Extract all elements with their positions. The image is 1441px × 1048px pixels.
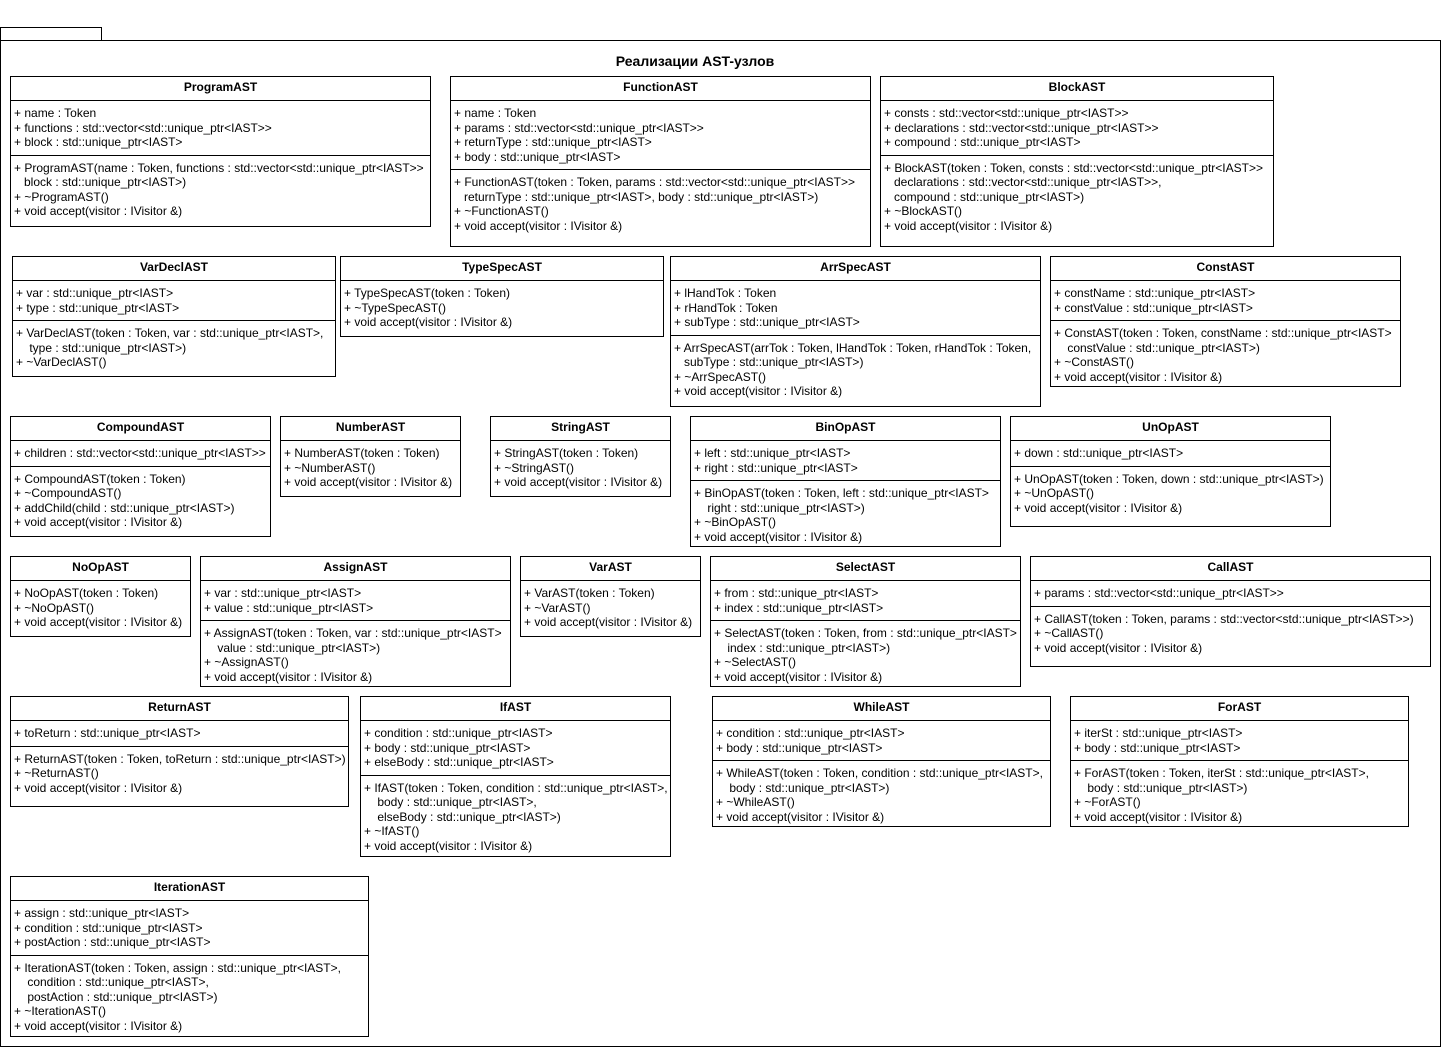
class-binopast[interactable] [690, 416, 1001, 547]
method-line: + void accept(visitor : IVisitor &) [344, 315, 513, 329]
class-methods [281, 441, 460, 495]
method-line: condition : std::unique_ptr<IAST>, [14, 975, 209, 989]
class-methods [713, 760, 1050, 827]
method-line: + void accept(visitor : IVisitor &) [1014, 500, 1183, 515]
class-programast[interactable] [10, 76, 431, 227]
attribute-line: + condition : std::unique_ptr<IAST> [14, 920, 203, 935]
method-line: + SelectAST(token : Token, from : std::unique_ptr<IAST> [714, 626, 1017, 640]
attribute-line: + compound : std::unique_ptr<IAST> [884, 135, 1081, 149]
class-name: BinOpAST [691, 417, 1000, 441]
package-tab [0, 27, 102, 40]
class-methods [451, 169, 870, 238]
method-line: + void accept(visitor : IVisitor &) [14, 780, 183, 795]
class-methods [1031, 606, 1430, 661]
class-name: ProgramAST [11, 77, 430, 101]
method-line: + ~BinOpAST() [694, 515, 777, 529]
attribute-line: + name : Token [454, 106, 537, 120]
class-attributes [1031, 581, 1430, 606]
method-line: + ~CompoundAST() [14, 486, 122, 500]
class-name: NoOpAST [11, 557, 190, 581]
method-line: + VarDeclAST(token : Token, var : std::unique_ptr<IAST>, [16, 326, 324, 340]
method-line: + void accept(visitor : IVisitor &) [494, 475, 663, 489]
class-noopast[interactable] [10, 556, 191, 637]
class-methods [201, 620, 510, 687]
class-name: ForAST [1071, 697, 1408, 721]
method-line: + void accept(visitor : IVisitor &) [284, 475, 453, 489]
package-title: Реализации AST-узлов [615, 53, 775, 69]
class-iterationast[interactable] [10, 876, 369, 1037]
class-methods [1051, 320, 1400, 387]
method-line: + void accept(visitor : IVisitor &) [1074, 809, 1243, 824]
method-line: + ~VarDeclAST() [16, 355, 107, 369]
method-line: + ~IterationAST() [14, 1004, 107, 1018]
method-line: + ~WhileAST() [716, 795, 795, 809]
method-line: + BinOpAST(token : Token, left : std::unique_ptr<IAST> [694, 486, 989, 500]
class-methods [521, 581, 700, 635]
method-line: + ~CallAST() [1034, 626, 1104, 640]
method-line: right : std::unique_ptr<IAST>) [694, 500, 865, 515]
class-methods [691, 480, 1000, 547]
method-line: + VarAST(token : Token) [524, 586, 655, 600]
method-line: + BlockAST(token : Token, consts : std::vector<std::unique_ptr<IAST>> [884, 160, 1263, 175]
method-line: + TypeSpecAST(token : Token) [344, 286, 510, 300]
method-line: + UnOpAST(token : Token, down : std::unique_ptr<IAST>) [1014, 471, 1324, 486]
method-line: + CallAST(token : Token, params : std::vector<std::unique_ptr<IAST>>) [1034, 611, 1414, 626]
attribute-line: + block : std::unique_ptr<IAST> [14, 135, 183, 149]
class-name: IterationAST [11, 877, 368, 901]
method-line: + StringAST(token : Token) [494, 446, 639, 460]
method-line: declarations : std::vector<std::unique_ptr<IAST>>, [884, 175, 1162, 189]
class-constast[interactable] [1050, 256, 1401, 387]
class-name: IfAST [361, 697, 670, 721]
method-line: + void accept(visitor : IVisitor &) [14, 1018, 183, 1033]
class-attributes [13, 281, 335, 320]
class-name: StringAST [491, 417, 670, 441]
method-line: + ForAST(token : Token, iterSt : std::unique_ptr<IAST>, [1074, 766, 1369, 780]
attribute-line: + assign : std::unique_ptr<IAST> [14, 906, 190, 920]
method-line: + void accept(visitor : IVisitor &) [14, 615, 183, 629]
attribute-line: + constValue : std::unique_ptr<IAST> [1054, 300, 1253, 315]
method-line: + ~TypeSpecAST() [344, 300, 447, 315]
class-attributes [11, 101, 430, 155]
class-name: AssignAST [201, 557, 510, 581]
class-compoundast[interactable] [10, 416, 271, 537]
method-line: constValue : std::unique_ptr<IAST>) [1054, 340, 1260, 355]
class-attributes [1051, 281, 1400, 320]
class-callast[interactable] [1030, 556, 1431, 667]
attribute-line: + constName : std::unique_ptr<IAST> [1054, 286, 1256, 300]
class-methods [11, 955, 368, 1038]
class-typespecast[interactable] [340, 256, 664, 337]
method-line: + ~BlockAST() [884, 204, 963, 218]
method-line: + ReturnAST(token : Token, toReturn : std::unique_ptr<IAST>) [14, 751, 346, 766]
method-line: + CompoundAST(token : Token) [14, 471, 186, 486]
class-attributes [711, 581, 1020, 620]
attribute-line: + functions : std::vector<std::unique_ptr<IAST>> [14, 120, 272, 135]
class-methods [711, 620, 1020, 687]
class-name: CompoundAST [11, 417, 270, 441]
class-methods [13, 320, 335, 375]
method-line: + void accept(visitor : IVisitor &) [716, 809, 885, 824]
attribute-line: + value : std::unique_ptr<IAST> [204, 600, 374, 615]
method-line: + void accept(visitor : IVisitor &) [454, 218, 623, 233]
class-attributes [201, 581, 510, 620]
class-attributes [671, 281, 1040, 335]
method-line: + void accept(visitor : IVisitor &) [674, 384, 843, 398]
class-functionast[interactable] [450, 76, 871, 247]
class-attributes [713, 721, 1050, 760]
class-name: VarAST [521, 557, 700, 581]
method-line: + ~ArrSpecAST() [674, 369, 767, 384]
class-attributes [691, 441, 1000, 480]
method-line: + NumberAST(token : Token) [284, 446, 440, 460]
method-line: + ~SelectAST() [714, 655, 797, 669]
class-name: VarDeclAST [13, 257, 335, 281]
class-ifast[interactable] [360, 696, 671, 857]
method-line: + IfAST(token : Token, condition : std::unique_ptr<IAST>, [364, 780, 668, 795]
method-line: + ~ConstAST() [1054, 355, 1135, 369]
class-methods [881, 155, 1273, 239]
method-line: body : std::unique_ptr<IAST>, [364, 795, 537, 809]
class-methods [491, 441, 670, 495]
method-line: + void accept(visitor : IVisitor &) [694, 529, 863, 544]
method-line: + ~FunctionAST() [454, 204, 549, 218]
method-line: + void accept(visitor : IVisitor &) [1054, 369, 1223, 384]
method-line: + FunctionAST(token : Token, params : std::vector<std::unique_ptr<IAST>> [454, 175, 855, 189]
method-line: + WhileAST(token : Token, condition : std::unique_ptr<IAST>, [716, 766, 1043, 780]
class-name: SelectAST [711, 557, 1020, 581]
class-name: CallAST [1031, 557, 1430, 581]
attribute-line: + consts : std::vector<std::unique_ptr<IAST>> [884, 106, 1129, 120]
class-whileast[interactable] [712, 696, 1051, 827]
class-name: FunctionAST [451, 77, 870, 101]
attribute-line: + var : std::unique_ptr<IAST> [204, 586, 362, 600]
attribute-line: + subType : std::unique_ptr<IAST> [674, 315, 860, 329]
class-name: WhileAST [713, 697, 1050, 721]
class-attributes [1011, 441, 1330, 466]
class-attributes [361, 721, 670, 775]
method-line: postAction : std::unique_ptr<IAST>) [14, 989, 218, 1004]
class-attributes [11, 901, 368, 955]
attribute-line: + left : std::unique_ptr<IAST> [694, 446, 851, 460]
class-methods [361, 775, 670, 858]
attribute-line: + from : std::unique_ptr<IAST> [714, 586, 879, 600]
attribute-line: + postAction : std::unique_ptr<IAST> [14, 935, 211, 949]
class-name: ArrSpecAST [671, 257, 1040, 281]
class-arrspecast[interactable] [670, 256, 1041, 407]
class-forast[interactable] [1070, 696, 1409, 827]
attribute-line: + params : std::vector<std::unique_ptr<IAST>> [454, 120, 704, 135]
method-line: + ArrSpecAST(arrTok : Token, lHandTok : Token, rHandTok : Token, [674, 340, 1032, 355]
class-name: ReturnAST [11, 697, 348, 721]
attribute-line: + name : Token [14, 106, 97, 120]
attribute-line: + toReturn : std::unique_ptr<IAST> [14, 726, 201, 740]
class-methods [671, 335, 1040, 404]
method-line: + void accept(visitor : IVisitor &) [14, 515, 183, 529]
class-assignast[interactable] [200, 556, 511, 687]
attribute-line: + right : std::unique_ptr<IAST> [694, 460, 858, 475]
method-line: + ~ForAST() [1074, 795, 1141, 809]
class-name: ConstAST [1051, 257, 1400, 281]
class-unopast[interactable] [1010, 416, 1331, 527]
class-selectast[interactable] [710, 556, 1021, 687]
class-attributes [1071, 721, 1408, 760]
method-line: index : std::unique_ptr<IAST>) [714, 640, 891, 655]
attribute-line: + index : std::unique_ptr<IAST> [714, 600, 884, 615]
attribute-line: + down : std::unique_ptr<IAST> [1014, 446, 1184, 460]
class-stringast[interactable] [490, 416, 671, 497]
method-line: body : std::unique_ptr<IAST>) [716, 780, 890, 795]
class-attributes [11, 441, 270, 466]
class-methods [1011, 466, 1330, 521]
attribute-line: + iterSt : std::unique_ptr<IAST> [1074, 726, 1243, 740]
method-line: value : std::unique_ptr<IAST>) [204, 640, 381, 655]
class-varast[interactable] [520, 556, 701, 637]
class-methods [11, 581, 190, 635]
attribute-line: + body : std::unique_ptr<IAST> [454, 149, 621, 164]
attribute-line: + type : std::unique_ptr<IAST> [16, 300, 180, 315]
class-methods [1071, 760, 1408, 827]
method-line: + ~VarAST() [524, 600, 591, 615]
attribute-line: + params : std::vector<std::unique_ptr<IAST>> [1034, 586, 1284, 600]
attribute-line: + condition : std::unique_ptr<IAST> [364, 726, 553, 740]
class-methods [341, 281, 663, 335]
method-line: + ~ReturnAST() [14, 766, 99, 780]
method-line: body : std::unique_ptr<IAST>) [1074, 780, 1248, 795]
method-line: + addChild(child : std::unique_ptr<IAST>) [14, 500, 235, 515]
method-line: + void accept(visitor : IVisitor &) [204, 669, 373, 684]
attribute-line: + lHandTok : Token [674, 286, 777, 300]
method-line: + AssignAST(token : Token, var : std::unique_ptr<IAST> [204, 626, 502, 640]
attribute-line: + var : std::unique_ptr<IAST> [16, 286, 174, 300]
method-line: + ~UnOpAST() [1014, 486, 1095, 500]
attribute-line: + body : std::unique_ptr<IAST> [1074, 740, 1241, 755]
method-line: subType : std::unique_ptr<IAST>) [674, 355, 864, 369]
method-line: + void accept(visitor : IVisitor &) [524, 615, 693, 629]
class-name: NumberAST [281, 417, 460, 441]
method-line: + ProgramAST(name : Token, functions : std::vector<std::unique_ptr<IAST>> [14, 160, 424, 175]
method-line: block : std::unique_ptr<IAST>) [14, 175, 187, 189]
attribute-line: + body : std::unique_ptr<IAST> [716, 740, 883, 755]
class-returnast[interactable] [10, 696, 349, 807]
attribute-line: + declarations : std::vector<std::unique_ptr<IAST>> [884, 120, 1159, 135]
attribute-line: + returnType : std::unique_ptr<IAST> [454, 135, 652, 149]
attribute-line: + body : std::unique_ptr<IAST> [364, 740, 531, 755]
method-line: + void accept(visitor : IVisitor &) [1034, 640, 1203, 655]
class-attributes [11, 721, 348, 746]
attribute-line: + condition : std::unique_ptr<IAST> [716, 726, 905, 740]
method-line: + ~NoOpAST() [14, 600, 95, 615]
method-line: + void accept(visitor : IVisitor &) [714, 669, 883, 684]
method-line: + ~ProgramAST() [14, 189, 109, 204]
method-line: + ~IfAST() [364, 824, 420, 838]
class-vardeclast[interactable] [12, 256, 336, 377]
class-attributes [881, 101, 1273, 155]
class-attributes [451, 101, 870, 169]
method-line: + NoOpAST(token : Token) [14, 586, 159, 600]
method-line: type : std::unique_ptr<IAST>) [16, 340, 187, 355]
method-line: compound : std::unique_ptr<IAST>) [884, 189, 1085, 204]
attribute-line: + rHandTok : Token [674, 300, 778, 315]
method-line: elseBody : std::unique_ptr<IAST>) [364, 809, 561, 824]
method-line: + void accept(visitor : IVisitor &) [364, 838, 533, 853]
class-methods [11, 746, 348, 801]
class-name: BlockAST [881, 77, 1273, 101]
method-line: + void accept(visitor : IVisitor &) [884, 218, 1053, 233]
class-methods [11, 155, 430, 224]
method-line: + IterationAST(token : Token, assign : std::unique_ptr<IAST>, [14, 960, 341, 975]
class-name: TypeSpecAST [341, 257, 663, 281]
attribute-line: + children : std::vector<std::unique_ptr<IAST>> [14, 446, 266, 460]
class-blockast[interactable] [880, 76, 1274, 247]
method-line: + ~NumberAST() [284, 460, 376, 475]
class-methods [11, 466, 270, 535]
class-numberast[interactable] [280, 416, 461, 497]
class-name: UnOpAST [1011, 417, 1330, 441]
attribute-line: + elseBody : std::unique_ptr<IAST> [364, 755, 554, 769]
method-line: + ~AssignAST() [204, 655, 289, 669]
method-line: + ~StringAST() [494, 460, 575, 475]
method-line: + void accept(visitor : IVisitor &) [14, 204, 183, 218]
method-line: returnType : std::unique_ptr<IAST>, body : std::unique_ptr<IAST>) [454, 189, 819, 204]
method-line: + ConstAST(token : Token, constName : std::unique_ptr<IAST> [1054, 326, 1392, 340]
